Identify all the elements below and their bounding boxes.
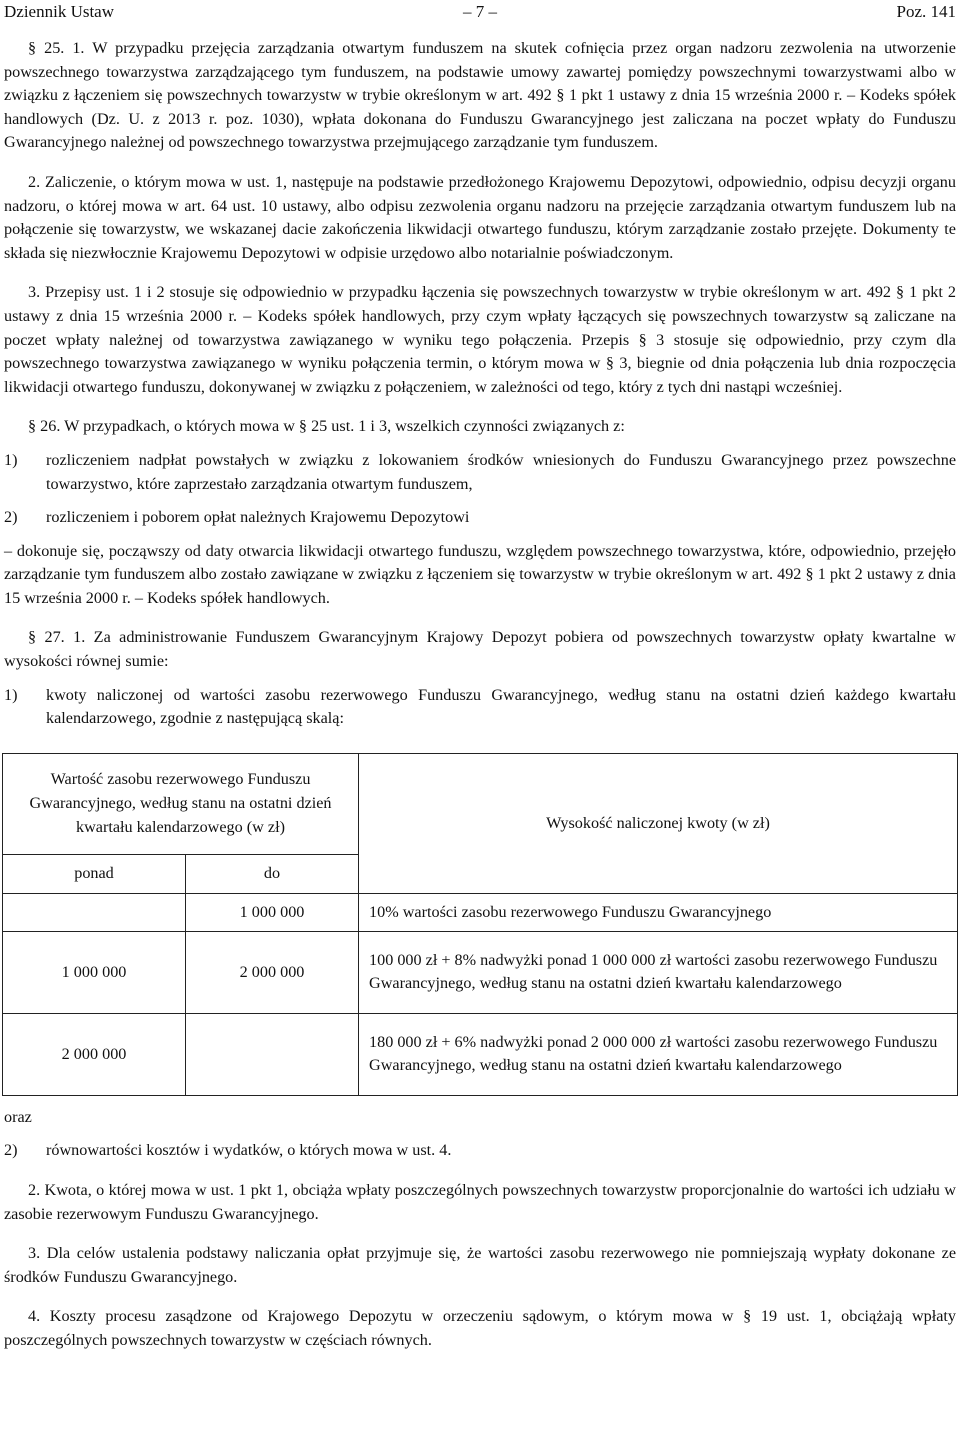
fee-scale-table <box>2 753 958 1096</box>
cell-to <box>186 1013 359 1095</box>
item-number: 1) <box>4 450 18 469</box>
table-row <box>3 931 958 1013</box>
journal-title: Dziennik Ustaw <box>4 2 115 21</box>
cell-from: 1 000 000 <box>3 931 186 1013</box>
art26-item-1 <box>4 449 956 496</box>
page-header <box>4 0 956 24</box>
item-number: 2) <box>4 1141 18 1160</box>
art27-item-2 <box>4 1139 956 1163</box>
table-header-row <box>3 753 958 854</box>
cell-amount: 100 000 zł + 8% nadwyżki ponad 1 000 000 zł wartości zasobu rezerwowego Funduszu Gwarancyjnego, według stanu na ostatni dzień kwartału kalendarzowego <box>359 931 958 1013</box>
page-number: – 7 – <box>463 2 497 21</box>
art25-par2: 2. Zaliczenie, o którym mowa w ust. 1, następuje na podstawie przedłożonego Krajowemu Depozytowi, odpowiednio, odpisu decyzji organu nadzoru, o której mowa w art. 64 ust. 10 ustawy, albo odpisu zezwolenia organu nadzoru na przejęcie zarządzania otwartym funduszem lub na połączenie się towarzystw, we wskazanej dacie zakończenia likwidacji otwartego funduszu, którym zarządzanie zostało przejęte. Dokumenty te składa się niezwłocznie Krajowemu Depozytowi w odpisie urzędowo albo notarialnie poświadczonym. <box>4 172 956 262</box>
cell-to: 2 000 000 <box>186 931 359 1013</box>
item-text: kwoty naliczonej od wartości zasobu rezerwowego Funduszu Gwarancyjnego, według stanu na ostatni dzień każdego kwartału kalendarzowego, zgodnie z następującą skalą: <box>46 685 956 728</box>
item-number: 2) <box>4 508 18 527</box>
item-text: rozliczeniem nadpłat powstałych w związku z lokowaniem środków wniesionych do Funduszu Gwarancyjnego przez powszechne towarzystwo, które zaprzestało zarządzania otwartym funduszem, <box>46 450 956 493</box>
subheader-to: do <box>186 854 359 893</box>
art25-par3: 3. Przepisy ust. 1 i 2 stosuje się odpowiednio w przypadku łączenia się powszechnych towarzystw w trybie określonym w art. 492 § 1 pkt 2 ustawy z dnia 15 września 2000 r. – Kodeks spółek handlowych, przy czym wpłaty łączących się powszechnych towarzystw są zaliczane na poczet wpłaty należnej od towarzystwa zawiązanego w wyniku tego połączenia. Przepis § 3 stosuje się odpowiednio, przy czym dla powszechnego towarzystwa zawiązanego w wyniku połączenia termin, o którym mowa w § 3, biegnie od dnia połączenia lub dnia rozpoczęcia likwidacji otwartego funduszu, dokonywanej w związku z połączeniem, w zależności od tego, który z tych dni nastąpi wcześniej. <box>4 283 956 396</box>
table-row <box>3 1013 958 1095</box>
art27-par2: 2. Kwota, o której mowa w ust. 1 pkt 1, obciąża wpłaty poszczególnych powszechnych towarzystw proporcjonalnie do wartości ich udziału w zasobie rezerwowym Funduszu Gwarancyjnego. <box>4 1181 956 1223</box>
oraz-connector: oraz <box>4 1107 32 1126</box>
cell-amount: 180 000 zł + 6% nadwyżki ponad 2 000 000 zł wartości zasobu rezerwowego Funduszu Gwarancyjnego, według stanu na ostatni dzień kwartału kalendarzowego <box>359 1013 958 1095</box>
art26-item-2 <box>4 506 956 530</box>
document-body <box>4 37 956 1353</box>
header-amount: Wysokość naliczonej kwoty (w zł) <box>359 753 958 893</box>
art27-par3: 3. Dla celów ustalenia podstawy naliczania opłat przyjmuje się, że wartości zasobu rezerwowego nie pomniejszają wypłaty dokonane ze środków Funduszu Gwarancyjnego. <box>4 1244 956 1286</box>
cell-amount: 10% wartości zasobu rezerwowego Funduszu Gwarancyjnego <box>359 893 958 931</box>
subheader-from: ponad <box>3 854 186 893</box>
art27-par4: 4. Koszty procesu zasądzone od Krajowego Depozytu w orzeczeniu sądowym, o którym mowa w § 19 ust. 1, obciążają wpłaty poszczególnych powszechnych towarzystw w częściach równych. <box>4 1307 956 1349</box>
art26-intro: § 26. W przypadkach, o których mowa w § 25 ust. 1 i 3, wszelkich czynności związanych z: <box>28 417 625 436</box>
cell-from <box>3 893 186 931</box>
item-text: rozliczeniem i poborem opłat należnych Krajowemu Depozytowi <box>46 508 470 527</box>
cell-to: 1 000 000 <box>186 893 359 931</box>
item-number: 1) <box>4 685 18 704</box>
item-text: równowartości kosztów i wydatków, o których mowa w ust. 4. <box>46 1141 452 1160</box>
art27-item-1 <box>4 684 956 731</box>
position-number: Poz. 141 <box>896 2 956 21</box>
header-value-range: Wartość zasobu rezerwowego Funduszu Gwarancyjnego, według stanu na ostatni dzień kwartału kalendarzowego (w zł) <box>3 753 359 854</box>
art25-par1: § 25. 1. W przypadku przejęcia zarządzania otwartym funduszem na skutek cofnięcia przez organ nadzoru zezwolenia na utworzenie powszechnego towarzystwa zarządzającego tym funduszem, na podstawie umowy zawartej pomiędzy powszechnymi towarzystwami albo w związku z łączeniem się powszechnych towarzystw w trybie określonym w art. 492 § 1 pkt 1 ustawy z dnia 15 września 2000 r. – Kodeks spółek handlowych (Dz. U. z 2013 r. poz. 1030), wpłata dokonana do Funduszu Gwarancyjnego jest zaliczana na poczet wpłaty do Funduszu Gwarancyjnego należnej od powszechnego towarzystwa przejmującego zarządzanie tym funduszem. <box>4 39 956 152</box>
table-row <box>3 893 958 931</box>
art26-closing: – dokonuje się, począwszy od daty otwarcia likwidacji otwartego funduszu, względem powszechnego towarzystwa, które, odpowiednio, przejęło zarządzanie tym funduszem albo zostało zawiązane w związku z łączeniem się towarzystw w trybie określonym w art. 492 § 1 pkt 2 ustawy z dnia 15 września 2000 r. – Kodeks spółek handlowych. <box>4 541 956 607</box>
cell-from: 2 000 000 <box>3 1013 186 1095</box>
art27-par1: § 27. 1. Za administrowanie Funduszem Gwarancyjnym Krajowy Depozyt pobiera od powszechnych towarzystw opłaty kwartalne w wysokości równej sumie: <box>4 628 956 671</box>
